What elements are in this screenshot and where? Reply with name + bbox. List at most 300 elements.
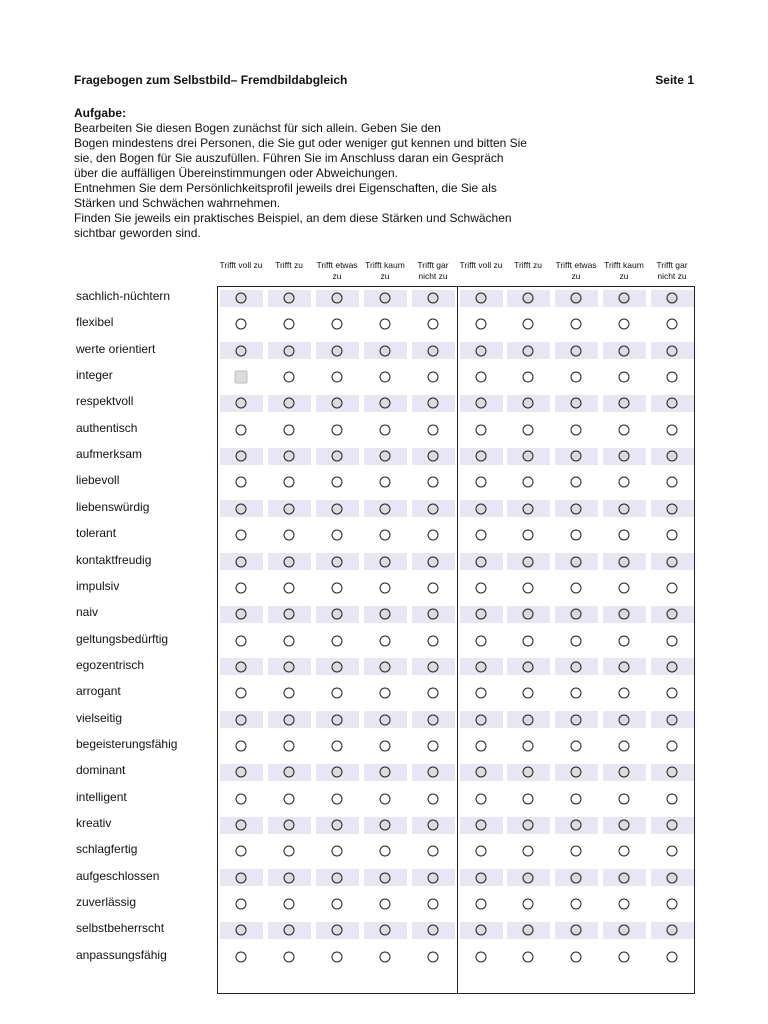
radio-button[interactable]: [523, 714, 534, 725]
task-section: [74, 106, 594, 241]
radio-button[interactable]: [428, 820, 439, 831]
radio-button[interactable]: [619, 688, 630, 699]
radio-button[interactable]: [380, 609, 391, 620]
radio-button[interactable]: [619, 846, 630, 857]
radio-button[interactable]: [523, 951, 534, 962]
radio-button[interactable]: [380, 925, 391, 936]
radio-button[interactable]: [236, 925, 247, 936]
radio-button[interactable]: [380, 635, 391, 646]
radio-button[interactable]: [523, 424, 534, 435]
radio-button[interactable]: [236, 609, 247, 620]
rating-cell: [603, 632, 646, 649]
rating-cell: [507, 500, 550, 517]
radio-button[interactable]: [236, 530, 247, 541]
radio-button[interactable]: [428, 688, 439, 699]
radio-button[interactable]: [380, 767, 391, 778]
radio-button[interactable]: [428, 556, 439, 567]
radio-button[interactable]: [523, 293, 534, 304]
radio-button[interactable]: [619, 398, 630, 409]
radio-button[interactable]: [284, 451, 295, 462]
radio-button[interactable]: [571, 714, 582, 725]
rating-cell: [412, 342, 455, 359]
radio-button[interactable]: [284, 899, 295, 910]
radio-button[interactable]: [523, 661, 534, 672]
radio-button[interactable]: [236, 424, 247, 435]
radio-button[interactable]: [619, 740, 630, 751]
radio-button[interactable]: [236, 661, 247, 672]
radio-button[interactable]: [380, 503, 391, 514]
radio-button[interactable]: [619, 609, 630, 620]
radio-button[interactable]: [236, 635, 247, 646]
radio-button[interactable]: [332, 714, 343, 725]
radio-button[interactable]: [523, 899, 534, 910]
radio-button[interactable]: [667, 793, 678, 804]
radio-button[interactable]: [332, 345, 343, 356]
radio-button[interactable]: [380, 899, 391, 910]
radio-button[interactable]: [236, 793, 247, 804]
radio-button[interactable]: [332, 661, 343, 672]
radio-button[interactable]: [284, 688, 295, 699]
radio-button[interactable]: [380, 319, 391, 330]
rating-cell: [555, 316, 598, 333]
radio-button[interactable]: [667, 424, 678, 435]
radio-button[interactable]: [523, 556, 534, 567]
rating-cell: [603, 922, 646, 939]
radio-button[interactable]: [380, 556, 391, 567]
radio-button[interactable]: [619, 872, 630, 883]
radio-button[interactable]: [476, 872, 487, 883]
rating-cell: [651, 922, 694, 939]
radio-button[interactable]: [284, 582, 295, 593]
radio-button[interactable]: [428, 661, 439, 672]
radio-button[interactable]: [571, 899, 582, 910]
radio-button[interactable]: [284, 503, 295, 514]
radio-button[interactable]: [667, 925, 678, 936]
radio-button[interactable]: [332, 872, 343, 883]
radio-button[interactable]: [667, 820, 678, 831]
radio-button[interactable]: [332, 424, 343, 435]
radio-button[interactable]: [428, 740, 439, 751]
rating-cell: [651, 658, 694, 675]
radio-button[interactable]: [380, 345, 391, 356]
radio-button[interactable]: [428, 503, 439, 514]
rating-cell: [412, 316, 455, 333]
radio-button[interactable]: [380, 661, 391, 672]
radio-button[interactable]: [332, 372, 343, 383]
radio-button[interactable]: [236, 477, 247, 488]
radio-button[interactable]: [571, 846, 582, 857]
radio-button[interactable]: [523, 820, 534, 831]
radio-button[interactable]: [332, 899, 343, 910]
rating-cell: [651, 395, 694, 412]
radio-button[interactable]: [667, 372, 678, 383]
rating-cell: [651, 764, 694, 781]
radio-button[interactable]: [619, 767, 630, 778]
radio-button[interactable]: [667, 319, 678, 330]
radio-button[interactable]: [667, 688, 678, 699]
radio-button[interactable]: [667, 951, 678, 962]
radio-button[interactable]: [428, 477, 439, 488]
radio-button[interactable]: [332, 398, 343, 409]
radio-button[interactable]: [619, 530, 630, 541]
radio-button[interactable]: [523, 609, 534, 620]
radio-button[interactable]: [523, 740, 534, 751]
radio-button[interactable]: [428, 767, 439, 778]
radio-button[interactable]: [667, 451, 678, 462]
radio-button[interactable]: [619, 899, 630, 910]
rating-cell: [316, 290, 359, 307]
radio-button[interactable]: [619, 951, 630, 962]
radio-button[interactable]: [428, 293, 439, 304]
radio-button[interactable]: [380, 714, 391, 725]
radio-button[interactable]: [619, 793, 630, 804]
radio-button[interactable]: [667, 767, 678, 778]
radio-button[interactable]: [476, 688, 487, 699]
radio-button[interactable]: [667, 398, 678, 409]
radio-button[interactable]: [235, 371, 248, 384]
radio-button[interactable]: [380, 740, 391, 751]
radio-button[interactable]: [476, 925, 487, 936]
rating-cell: [460, 606, 503, 623]
radio-button[interactable]: [236, 767, 247, 778]
radio-button[interactable]: [284, 424, 295, 435]
radio-button[interactable]: [476, 899, 487, 910]
radio-button[interactable]: [380, 293, 391, 304]
rating-cell: [555, 369, 598, 386]
rating-cell: [364, 342, 407, 359]
radio-button[interactable]: [284, 609, 295, 620]
radio-button[interactable]: [284, 793, 295, 804]
rating-cell: [268, 948, 311, 965]
radio-button[interactable]: [523, 477, 534, 488]
radio-button[interactable]: [476, 635, 487, 646]
radio-button[interactable]: [476, 846, 487, 857]
radio-button[interactable]: [428, 319, 439, 330]
rating-cell: [603, 764, 646, 781]
radio-button[interactable]: [523, 372, 534, 383]
radio-button[interactable]: [619, 345, 630, 356]
radio-button[interactable]: [667, 714, 678, 725]
radio-button[interactable]: [476, 372, 487, 383]
radio-button[interactable]: [332, 925, 343, 936]
radio-button[interactable]: [571, 319, 582, 330]
radio-button[interactable]: [619, 372, 630, 383]
radio-button[interactable]: [428, 714, 439, 725]
radio-button[interactable]: [523, 925, 534, 936]
radio-button[interactable]: [619, 451, 630, 462]
radio-button[interactable]: [380, 451, 391, 462]
radio-button[interactable]: [380, 424, 391, 435]
radio-button[interactable]: [236, 451, 247, 462]
radio-button[interactable]: [571, 740, 582, 751]
radio-button[interactable]: [332, 793, 343, 804]
radio-button[interactable]: [476, 951, 487, 962]
radio-button[interactable]: [523, 319, 534, 330]
rating-cell: [316, 448, 359, 465]
radio-button[interactable]: [236, 293, 247, 304]
radio-button[interactable]: [236, 503, 247, 514]
radio-button[interactable]: [619, 319, 630, 330]
radio-button[interactable]: [380, 582, 391, 593]
radio-button[interactable]: [571, 293, 582, 304]
radio-button[interactable]: [332, 846, 343, 857]
radio-button[interactable]: [236, 740, 247, 751]
task-line: Bogen mindestens drei Personen, die Sie gut oder weniger gut kennen und bitten Sie: [74, 136, 527, 150]
radio-button[interactable]: [332, 582, 343, 593]
radio-button[interactable]: [667, 661, 678, 672]
rating-cell: [268, 685, 311, 702]
radio-button[interactable]: [476, 820, 487, 831]
radio-button[interactable]: [284, 767, 295, 778]
radio-button[interactable]: [476, 345, 487, 356]
radio-button[interactable]: [476, 451, 487, 462]
radio-button[interactable]: [476, 609, 487, 620]
radio-button[interactable]: [571, 424, 582, 435]
radio-button[interactable]: [284, 372, 295, 383]
radio-button[interactable]: [571, 872, 582, 883]
radio-button[interactable]: [571, 530, 582, 541]
radio-button[interactable]: [332, 293, 343, 304]
radio-button[interactable]: [667, 503, 678, 514]
radio-button[interactable]: [571, 582, 582, 593]
radio-button[interactable]: [284, 319, 295, 330]
radio-button[interactable]: [667, 530, 678, 541]
radio-button[interactable]: [476, 740, 487, 751]
radio-button[interactable]: [667, 345, 678, 356]
rating-cell: [364, 369, 407, 386]
rating-cell: [364, 448, 407, 465]
radio-button[interactable]: [523, 635, 534, 646]
radio-button[interactable]: [523, 530, 534, 541]
radio-button[interactable]: [428, 451, 439, 462]
radio-button[interactable]: [236, 582, 247, 593]
rating-cell: [412, 922, 455, 939]
radio-button[interactable]: [476, 530, 487, 541]
radio-button[interactable]: [236, 951, 247, 962]
radio-button[interactable]: [476, 767, 487, 778]
radio-button[interactable]: [523, 688, 534, 699]
radio-button[interactable]: [571, 661, 582, 672]
radio-button[interactable]: [284, 951, 295, 962]
rating-cell: [603, 342, 646, 359]
radio-button[interactable]: [428, 793, 439, 804]
radio-button[interactable]: [236, 398, 247, 409]
radio-button[interactable]: [571, 609, 582, 620]
radio-button[interactable]: [332, 530, 343, 541]
trait-label: intelligent: [76, 789, 127, 804]
radio-button[interactable]: [571, 925, 582, 936]
radio-button[interactable]: [523, 345, 534, 356]
task-line: Entnehmen Sie dem Persönlichkeitsprofil jeweils drei Eigenschaften, die Sie als: [74, 181, 497, 195]
radio-button[interactable]: [571, 556, 582, 567]
radio-button[interactable]: [476, 714, 487, 725]
rating-cell: [412, 869, 455, 886]
radio-button[interactable]: [571, 345, 582, 356]
radio-button[interactable]: [380, 820, 391, 831]
radio-button[interactable]: [523, 767, 534, 778]
radio-button[interactable]: [571, 635, 582, 646]
rating-cell: [555, 448, 598, 465]
radio-button[interactable]: [332, 740, 343, 751]
radio-button[interactable]: [428, 530, 439, 541]
radio-button[interactable]: [284, 925, 295, 936]
radio-button[interactable]: [236, 846, 247, 857]
radio-button[interactable]: [571, 477, 582, 488]
radio-button[interactable]: [332, 767, 343, 778]
radio-button[interactable]: [667, 872, 678, 883]
radio-button[interactable]: [476, 556, 487, 567]
radio-button[interactable]: [571, 503, 582, 514]
rating-cell: [364, 632, 407, 649]
rating-cell: [220, 632, 263, 649]
radio-button[interactable]: [667, 740, 678, 751]
radio-button[interactable]: [332, 951, 343, 962]
radio-button[interactable]: [284, 740, 295, 751]
radio-button[interactable]: [476, 793, 487, 804]
radio-button[interactable]: [523, 398, 534, 409]
radio-button[interactable]: [476, 503, 487, 514]
radio-button[interactable]: [619, 556, 630, 567]
radio-button[interactable]: [619, 503, 630, 514]
radio-button[interactable]: [380, 530, 391, 541]
radio-button[interactable]: [428, 899, 439, 910]
radio-button[interactable]: [667, 635, 678, 646]
radio-button[interactable]: [476, 661, 487, 672]
radio-button[interactable]: [380, 477, 391, 488]
radio-button[interactable]: [380, 872, 391, 883]
radio-button[interactable]: [523, 451, 534, 462]
radio-button[interactable]: [428, 925, 439, 936]
radio-button[interactable]: [619, 293, 630, 304]
radio-button[interactable]: [380, 793, 391, 804]
column-header: Trifft gar nicht zu: [656, 260, 688, 281]
radio-button[interactable]: [428, 635, 439, 646]
rating-cell: [460, 553, 503, 570]
radio-button[interactable]: [667, 899, 678, 910]
radio-button[interactable]: [284, 872, 295, 883]
radio-button[interactable]: [571, 951, 582, 962]
radio-button[interactable]: [284, 530, 295, 541]
radio-button[interactable]: [667, 477, 678, 488]
radio-button[interactable]: [667, 846, 678, 857]
radio-button[interactable]: [476, 582, 487, 593]
radio-button[interactable]: [428, 424, 439, 435]
radio-button[interactable]: [428, 345, 439, 356]
radio-button[interactable]: [523, 872, 534, 883]
rating-cell: [220, 606, 263, 623]
radio-button[interactable]: [619, 925, 630, 936]
radio-button[interactable]: [284, 556, 295, 567]
radio-button[interactable]: [380, 688, 391, 699]
rating-cell: [555, 711, 598, 728]
radio-button[interactable]: [380, 951, 391, 962]
rating-cell: [460, 369, 503, 386]
radio-button[interactable]: [619, 661, 630, 672]
radio-button[interactable]: [236, 688, 247, 699]
radio-button[interactable]: [428, 372, 439, 383]
radio-button[interactable]: [236, 714, 247, 725]
radio-button[interactable]: [523, 503, 534, 514]
radio-button[interactable]: [571, 372, 582, 383]
radio-button[interactable]: [284, 477, 295, 488]
radio-button[interactable]: [523, 793, 534, 804]
radio-button[interactable]: [332, 688, 343, 699]
radio-button[interactable]: [428, 846, 439, 857]
radio-button[interactable]: [571, 451, 582, 462]
radio-button[interactable]: [619, 820, 630, 831]
radio-button[interactable]: [284, 293, 295, 304]
radio-button[interactable]: [667, 609, 678, 620]
radio-button[interactable]: [571, 767, 582, 778]
rating-cell: [555, 421, 598, 438]
rating-cell: [460, 579, 503, 596]
radio-button[interactable]: [619, 714, 630, 725]
radio-button[interactable]: [236, 899, 247, 910]
radio-button[interactable]: [523, 582, 534, 593]
radio-button[interactable]: [571, 688, 582, 699]
radio-button[interactable]: [332, 635, 343, 646]
radio-button[interactable]: [284, 635, 295, 646]
radio-button[interactable]: [571, 793, 582, 804]
radio-button[interactable]: [428, 398, 439, 409]
radio-button[interactable]: [284, 820, 295, 831]
radio-button[interactable]: [619, 424, 630, 435]
radio-button[interactable]: [332, 319, 343, 330]
radio-button[interactable]: [236, 820, 247, 831]
radio-button[interactable]: [428, 609, 439, 620]
radio-button[interactable]: [619, 477, 630, 488]
radio-button[interactable]: [332, 820, 343, 831]
radio-button[interactable]: [571, 820, 582, 831]
radio-button[interactable]: [284, 661, 295, 672]
radio-button[interactable]: [667, 582, 678, 593]
radio-button[interactable]: [284, 846, 295, 857]
radio-button[interactable]: [236, 345, 247, 356]
radio-button[interactable]: [332, 451, 343, 462]
radio-button[interactable]: [476, 424, 487, 435]
radio-button[interactable]: [619, 635, 630, 646]
radio-button[interactable]: [380, 846, 391, 857]
radio-button[interactable]: [284, 398, 295, 409]
radio-button[interactable]: [428, 951, 439, 962]
rating-cell: [651, 342, 694, 359]
radio-button[interactable]: [476, 398, 487, 409]
radio-button[interactable]: [667, 556, 678, 567]
radio-button[interactable]: [476, 319, 487, 330]
radio-button[interactable]: [236, 319, 247, 330]
radio-button[interactable]: [332, 477, 343, 488]
radio-button[interactable]: [476, 477, 487, 488]
radio-button[interactable]: [332, 609, 343, 620]
radio-button[interactable]: [380, 372, 391, 383]
rating-cell: [603, 579, 646, 596]
radio-button[interactable]: [619, 582, 630, 593]
radio-button[interactable]: [667, 293, 678, 304]
radio-button[interactable]: [284, 345, 295, 356]
radio-button[interactable]: [236, 872, 247, 883]
radio-button[interactable]: [332, 503, 343, 514]
radio-button[interactable]: [523, 846, 534, 857]
radio-button[interactable]: [428, 582, 439, 593]
radio-button[interactable]: [236, 556, 247, 567]
rating-cell: [412, 896, 455, 913]
radio-button[interactable]: [428, 872, 439, 883]
radio-button[interactable]: [332, 556, 343, 567]
radio-button[interactable]: [284, 714, 295, 725]
radio-button[interactable]: [476, 293, 487, 304]
radio-button[interactable]: [571, 398, 582, 409]
radio-button[interactable]: [380, 398, 391, 409]
